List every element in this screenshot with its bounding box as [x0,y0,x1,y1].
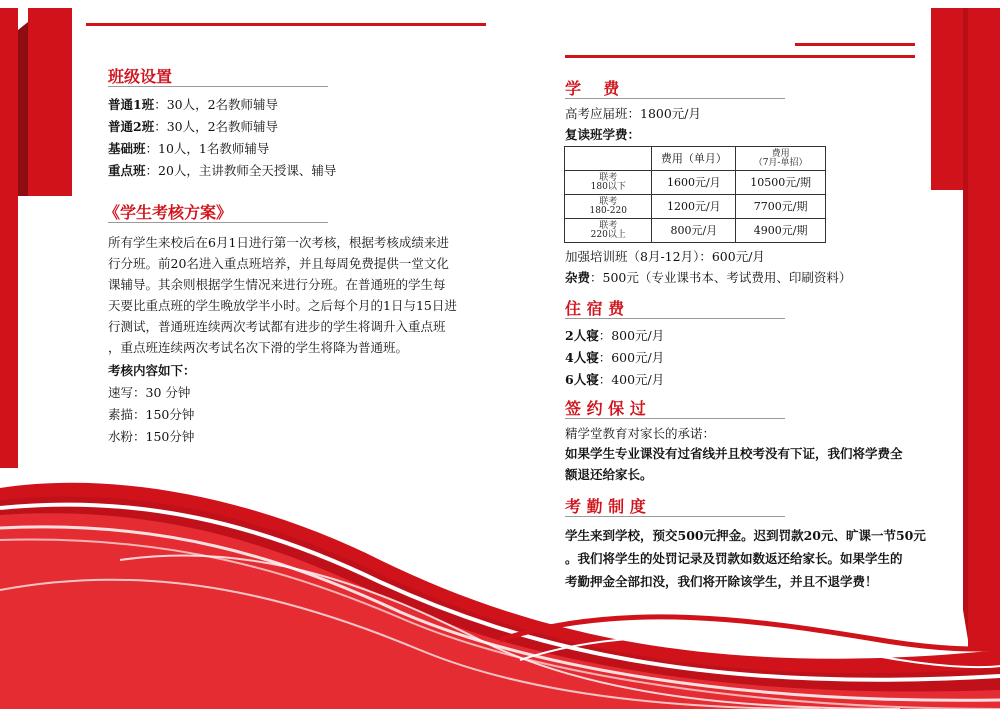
table-cell-term: 10500元/期 [736,171,826,195]
assessment-paragraph: 所有学生来校后在6月1日进行第一次考核，根据考核成绩来进 行分班。前20名进入重点班培养，并且每周免费提供一堂文化 课辅导。其余则根据学生情况来进行分班。在普通班的学生每 天要比重点班的学生晚放学半小时。之后每个月的1日与15日进 行测试，普通班连续两次考试都有进步的学生将调升入重点班 ，重点班连续两次考试名次下滑的学生将降为普通班。 [108,235,457,355]
table-header-empty [565,147,652,171]
tuition-misc: 杂费：500元（专业课书本、考试费用、印刷资料） [565,270,852,285]
table-cell-monthly: 800元/月 [652,219,736,243]
table-row-label: 联考 180以下 [565,171,652,195]
top-left-rule [86,23,486,26]
attendance-underline [565,516,785,517]
guarantee-paragraph: 如果学生专业课没有过省线并且校考没有下证，我们将学费全 额退还给家长。 [565,446,903,482]
dorm-item-3: 6人寝：400元/月 [565,372,665,387]
table-row-label: 联考 180-220 [565,195,652,219]
assessment-content-heading: 考核内容如下： [108,363,196,378]
right-bar-edge [963,8,968,640]
tuition-table [564,146,826,243]
tuition-repeat-heading: 复读班学费： [565,127,641,142]
dorm-item-2: 4人寝：600元/月 [565,350,665,365]
right-bar-inner [931,8,963,190]
tuition-intensive: 加强培训班（8月-12月）：600元/月 [565,249,765,264]
class-setup-underline [108,86,328,87]
tuition-title: 学 费 [565,79,620,98]
table-row-label: 联考 220以上 [565,219,652,243]
assessment-content-3: 水粉：150分钟 [108,429,195,444]
attendance-title: 考 勤 制 度 [565,497,646,516]
class-item-1: 普通1班：30人，2名教师辅导 [108,97,279,112]
dorm-underline [565,318,785,319]
class-item-2: 普通2班：30人，2名教师辅导 [108,119,279,134]
tuition-grad-class: 高考应届班：1800元/月 [565,106,702,121]
table-cell-monthly: 1200元/月 [652,195,736,219]
table-row [565,195,826,219]
table-header-term: 费用 （7月-单招） [736,147,826,171]
guarantee-title: 签 约 保 过 [565,399,646,418]
class-item-3: 基础班：10人，1名教师辅导 [108,141,270,156]
guarantee-line-1: 精学堂教育对家长的承诺： [565,426,716,441]
table-row [565,219,826,243]
dorm-title: 住 宿 费 [565,299,625,318]
class-item-4: 重点班：20人，主讲教师全天授课、辅导 [108,163,337,178]
assessment-underline [108,222,328,223]
left-bar-shadow [18,22,28,196]
table-cell-term: 7700元/期 [736,195,826,219]
dorm-item-1: 2人寝：800元/月 [565,328,665,343]
right-bar-outer [968,8,1000,648]
table-cell-term: 4900元/期 [736,219,826,243]
guarantee-underline [565,418,785,419]
table-cell-monthly: 1600元/月 [652,171,736,195]
table-header-monthly: 费用（单月） [652,147,736,171]
assessment-title: 《学生考核方案》 [104,203,233,222]
assessment-content-2: 素描：150分钟 [108,407,195,422]
table-row [565,171,826,195]
left-bar-outer [0,8,18,468]
top-right-rule-1 [795,43,915,46]
top-right-rule-2 [565,55,915,58]
left-bar-inner [28,8,72,196]
tuition-underline [565,98,785,99]
attendance-paragraph: 学生来到学校，预交500元押金。迟到罚款20元、旷课一节50元 。我们将学生的处罚记录及罚款如数返还给家长。如果学生的 考勤押金全部扣没，我们将开除该学生，并且不退学费！ [565,528,926,589]
class-setup-title: 班级设置 [108,67,173,86]
table-header-row [565,147,826,171]
assessment-content-1: 速写：30 分钟 [108,385,191,400]
